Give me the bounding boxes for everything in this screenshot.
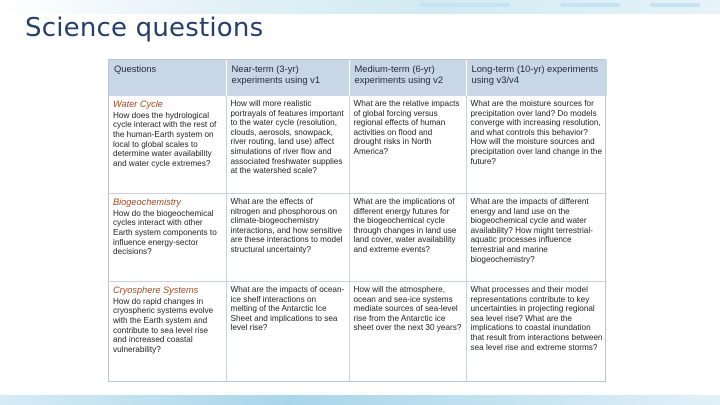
science-questions-table [108,59,606,382]
band-streak [650,3,700,7]
header-near-term: Near-term (3-yr) experiments using v1 [226,60,349,96]
cell-question [109,194,226,282]
table-row-biogeochemistry [109,194,607,282]
topic-question: How do the biogeochemical cycles interact with other Earth system components to influence energy-sector decisions? [113,208,217,257]
cell-medium-term: What are the implications of different energy futures for the biogeochemical cycle through changes in land use land cover, water availability and extreme events? [349,194,466,282]
cell-near-term: What are the impacts of ocean-ice shelf interactions on melting of the Antarctic Ice Sheet and implications to sea level rise? [226,282,349,382]
cell-question [109,96,226,194]
cell-long-term: What processes and their model representations contribute to key uncertainties in projecting regional sea level rise? What are the implications to coastal inundation that result from interactions between sea level rise and extreme storms? [466,282,607,382]
topic-title: Cryosphere Systems [113,285,199,295]
topic-title: Biogeochemistry [113,197,181,207]
band-streak [420,3,510,7]
table-row-cryosphere [109,282,607,382]
topic-question: How do rapid changes in cryospheric systems evolve with the Earth system and contribute to sea level rise and increased coastal vulnerability? [113,296,214,354]
cell-medium-term: What are the relative impacts of global forcing versus regional effects of human activities on flood and drought risks in North America? [349,96,466,194]
table-header-row [109,60,607,96]
header-long-term: Long-term (10-yr) experiments using v3/v4 [466,60,607,96]
cell-near-term: How will more realistic portrayals of features important to the water cycle (resolution, clouds, aerosols, snowpack, river routing, land use) affect simulations of river flow and associated freshwater supplies at the watershed scale? [226,96,349,194]
questions-table [109,60,607,381]
cell-near-term: What are the effects of nitrogen and phosphorous on climate-biogeochemistry interactions, and how sensitive are these interactions to model structural uncertainty? [226,194,349,282]
top-decorative-band [0,0,720,14]
table-row-water-cycle [109,96,607,194]
band-streak [560,3,620,7]
topic-question: How does the hydrological cycle interact with the rest of the human-Earth system on local to global scales to determine water availability and water cycle extremes? [113,110,217,168]
cell-long-term: What are the impacts of different energy and land use on the biogeochemical cycle and water availability? How might terrestrial-aquatic processes influence terrestrial and marine biogeochemistry? [466,194,607,282]
cell-long-term: What are the moisture sources for precipitation over land? Do models converge with increasing resolution, and what controls this behavior? How will the moisture sources and precipitation over land change in the future? [466,96,607,194]
topic-title: Water Cycle [113,99,163,109]
cell-question [109,282,226,382]
header-medium-term: Medium-term (6-yr) experiments using v2 [349,60,466,96]
header-questions: Questions [109,60,226,96]
slide-title: Science questions [25,13,264,43]
cell-medium-term: How will the atmosphere, ocean and sea-ice systems mediate sources of sea-level rise from the Antarctic ice sheet over the next 30 years? [349,282,466,382]
bottom-decorative-band [0,395,720,405]
